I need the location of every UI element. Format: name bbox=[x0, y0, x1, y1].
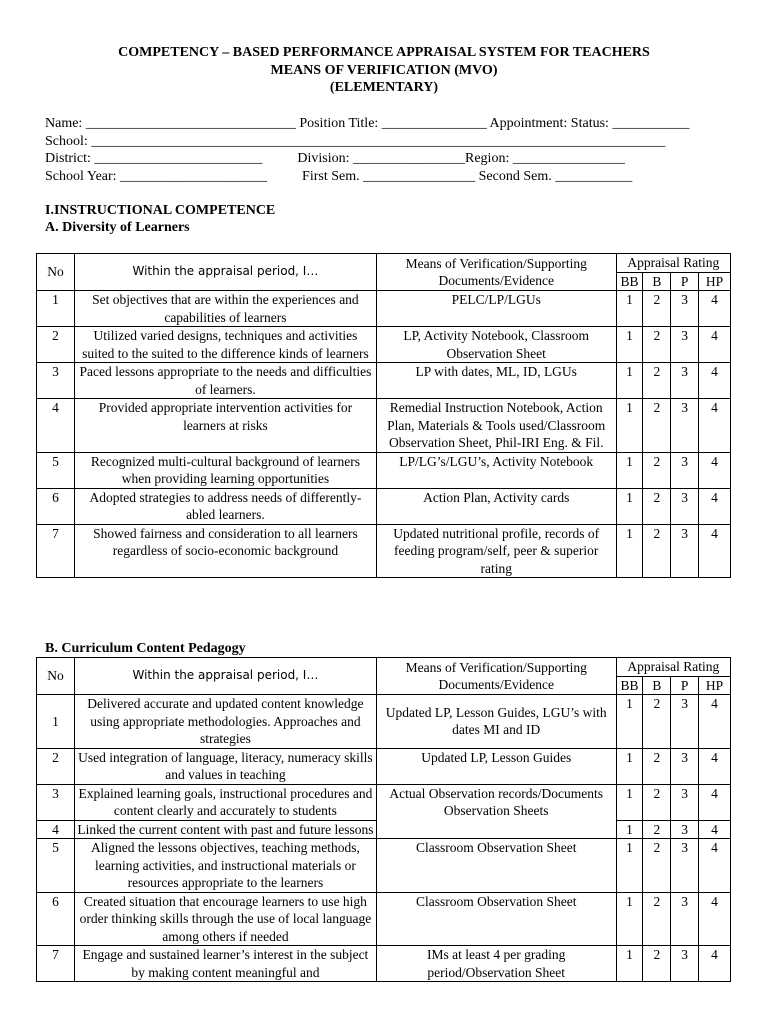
row-number: 1 bbox=[37, 695, 75, 749]
header-means: Means of Verification/Supporting Documents/Evidence bbox=[376, 254, 616, 291]
row-criterion: Set objectives that are within the experiences and capabilities of learners bbox=[75, 291, 377, 327]
rating-p: 3 bbox=[671, 784, 699, 820]
header-no: No bbox=[37, 254, 75, 291]
row-number: 2 bbox=[37, 748, 75, 784]
rating-b: 2 bbox=[643, 892, 671, 946]
rating-bb: 1 bbox=[616, 291, 643, 327]
document-title: COMPETENCY – BASED PERFORMANCE APPRAISAL SYSTEM FOR TEACHERS bbox=[118, 45, 650, 60]
rating-b: 2 bbox=[643, 695, 671, 749]
table-row bbox=[37, 695, 731, 749]
rating-b: 2 bbox=[643, 291, 671, 327]
row-number: 3 bbox=[37, 363, 75, 399]
info-line-school-year: School Year: _____________________ First Sem. ________________ Second Sem. ___________ bbox=[45, 168, 633, 184]
row-means-of-verification: Action Plan, Activity cards bbox=[376, 488, 616, 524]
rating-hp: 4 bbox=[699, 695, 731, 749]
rating-p: 3 bbox=[671, 488, 699, 524]
row-criterion: Engage and sustained learner’s interest in the subject by making content meaningful and bbox=[75, 946, 377, 982]
row-means-of-verification: Classroom Observation Sheet bbox=[376, 839, 616, 893]
rating-b: 2 bbox=[643, 784, 671, 820]
row-means-of-verification: Updated LP, Lesson Guides, LGU’s with dates MI and ID bbox=[376, 695, 616, 749]
row-number: 6 bbox=[37, 892, 75, 946]
rating-hp: 4 bbox=[699, 452, 731, 488]
table-row bbox=[37, 488, 731, 524]
rating-bb: 1 bbox=[616, 820, 643, 839]
rating-bb: 1 bbox=[616, 399, 643, 453]
rating-hp: 4 bbox=[699, 839, 731, 893]
row-number: 3 bbox=[37, 784, 75, 820]
table-row bbox=[37, 327, 731, 363]
table-row bbox=[37, 363, 731, 399]
document-subtitle: MEANS OF VERIFICATION (MVO) bbox=[270, 62, 498, 78]
rating-hp: 4 bbox=[699, 363, 731, 399]
rating-hp: 4 bbox=[699, 892, 731, 946]
rating-b: 2 bbox=[643, 488, 671, 524]
rating-bb: 1 bbox=[616, 748, 643, 784]
rating-bb: 1 bbox=[616, 946, 643, 982]
rating-b: 2 bbox=[643, 399, 671, 453]
header-within: Within the appraisal period, I… bbox=[75, 254, 377, 291]
section-heading-instructional: I.INSTRUCTIONAL COMPETENCE bbox=[45, 203, 276, 218]
row-means-of-verification: Remedial Instruction Notebook, Action Plan, Materials & Tools used/Classroom Observation Sheet, Phil-IRI Eng. & Fil. bbox=[376, 399, 616, 453]
rating-p: 3 bbox=[671, 946, 699, 982]
row-means-of-verification: Classroom Observation Sheet bbox=[376, 892, 616, 946]
rating-hp: 4 bbox=[699, 291, 731, 327]
row-criterion: Explained learning goals, instructional procedures and content clearly and accurately to students bbox=[75, 784, 377, 820]
rating-p: 3 bbox=[671, 291, 699, 327]
header-no: No bbox=[37, 658, 75, 695]
row-criterion: Utilized varied designs, techniques and activities suited to the suited to the difference kinds of learners bbox=[75, 327, 377, 363]
row-number: 5 bbox=[37, 452, 75, 488]
rating-p: 3 bbox=[671, 695, 699, 749]
rating-bb: 1 bbox=[616, 327, 643, 363]
row-means-of-verification: LP/LG’s/LGU’s, Activity Notebook bbox=[376, 452, 616, 488]
header-b: B bbox=[643, 272, 671, 291]
row-number: 1 bbox=[37, 291, 75, 327]
row-means-of-verification: PELC/LP/LGUs bbox=[376, 291, 616, 327]
row-number: 6 bbox=[37, 488, 75, 524]
rating-p: 3 bbox=[671, 363, 699, 399]
header-bb: BB bbox=[616, 272, 643, 291]
header-appraisal-rating: Appraisal Rating bbox=[616, 658, 730, 677]
rating-p: 3 bbox=[671, 327, 699, 363]
row-criterion: Provided appropriate intervention activities for learners at risks bbox=[75, 399, 377, 453]
rating-hp: 4 bbox=[699, 946, 731, 982]
header-means: Means of Verification/Supporting Documents/Evidence bbox=[376, 658, 616, 695]
section-heading-curriculum: B. Curriculum Content Pedagogy bbox=[45, 641, 246, 656]
row-criterion: Recognized multi-cultural background of learners when providing learning opportunities bbox=[75, 452, 377, 488]
rating-bb: 1 bbox=[616, 892, 643, 946]
row-criterion: Paced lessons appropriate to the needs and difficulties of learners. bbox=[75, 363, 377, 399]
rating-bb: 1 bbox=[616, 695, 643, 749]
row-means-of-verification: Updated nutritional profile, records of feeding program/self, peer & superior rating bbox=[376, 524, 616, 578]
section-subheading-diversity: A. Diversity of Learners bbox=[45, 220, 190, 235]
rating-hp: 4 bbox=[699, 820, 731, 839]
rating-bb: 1 bbox=[616, 839, 643, 893]
info-line-name: Name: ______________________________ Position Title: _______________ Appointment: Status: ___________ bbox=[45, 116, 690, 131]
row-means-of-verification: Actual Observation records/Documents Observation Sheets bbox=[376, 784, 616, 839]
rating-hp: 4 bbox=[699, 748, 731, 784]
rating-b: 2 bbox=[643, 524, 671, 578]
row-means-of-verification: IMs at least 4 per grading period/Observation Sheet bbox=[376, 946, 616, 982]
row-number: 7 bbox=[37, 524, 75, 578]
rating-p: 3 bbox=[671, 748, 699, 784]
rating-b: 2 bbox=[643, 327, 671, 363]
row-criterion: Aligned the lessons objectives, teaching methods, learning activities, and instructional materials or resources appropriate to the learners bbox=[75, 839, 377, 893]
table-row bbox=[37, 524, 731, 578]
header-appraisal-rating: Appraisal Rating bbox=[616, 254, 730, 273]
info-line-district: District: ________________________ Division: ________________Region: ________________ bbox=[45, 151, 625, 166]
header-p: P bbox=[671, 272, 699, 291]
row-criterion: Delivered accurate and updated content knowledge using appropriate methodologies. Approaches and strategies bbox=[75, 695, 377, 749]
rating-b: 2 bbox=[643, 946, 671, 982]
rating-b: 2 bbox=[643, 820, 671, 839]
table-row bbox=[37, 452, 731, 488]
row-criterion: Linked the current content with past and future lessons bbox=[75, 820, 377, 839]
rating-b: 2 bbox=[643, 839, 671, 893]
rating-b: 2 bbox=[643, 452, 671, 488]
row-criterion: Adopted strategies to address needs of differently-abled learners. bbox=[75, 488, 377, 524]
table-row bbox=[37, 839, 731, 893]
document-title-block bbox=[0, 44, 768, 97]
rating-bb: 1 bbox=[616, 488, 643, 524]
row-criterion: Showed fairness and consideration to all learners regardless of socio-economic background bbox=[75, 524, 377, 578]
teacher-info-block bbox=[45, 115, 735, 185]
info-line-school: School: __________________________________________________________________________________ bbox=[45, 133, 666, 149]
row-means-of-verification: LP, Activity Notebook, Classroom Observation Sheet bbox=[376, 327, 616, 363]
rating-bb: 1 bbox=[616, 363, 643, 399]
rating-p: 3 bbox=[671, 524, 699, 578]
rating-p: 3 bbox=[671, 892, 699, 946]
header-hp: HP bbox=[699, 272, 731, 291]
rating-bb: 1 bbox=[616, 452, 643, 488]
table-row bbox=[37, 291, 731, 327]
curriculum-content-table bbox=[36, 657, 731, 982]
document-level: (ELEMENTARY) bbox=[329, 80, 439, 95]
row-number: 4 bbox=[37, 820, 75, 839]
header-b: B bbox=[643, 676, 671, 695]
row-means-of-verification: LP with dates, ML, ID, LGUs bbox=[376, 363, 616, 399]
diversity-of-learners-table bbox=[36, 253, 731, 578]
row-criterion: Used integration of language, literacy, numeracy skills and values in teaching bbox=[75, 748, 377, 784]
rating-hp: 4 bbox=[699, 524, 731, 578]
table-row bbox=[37, 399, 731, 453]
row-number: 5 bbox=[37, 839, 75, 893]
rating-hp: 4 bbox=[699, 488, 731, 524]
table-row bbox=[37, 748, 731, 784]
table-row bbox=[37, 892, 731, 946]
rating-b: 2 bbox=[643, 748, 671, 784]
rating-p: 3 bbox=[671, 399, 699, 453]
rating-bb: 1 bbox=[616, 784, 643, 820]
header-within: Within the appraisal period, I… bbox=[75, 658, 377, 695]
rating-p: 3 bbox=[671, 820, 699, 839]
header-bb: BB bbox=[616, 676, 643, 695]
rating-p: 3 bbox=[671, 839, 699, 893]
header-hp: HP bbox=[699, 676, 731, 695]
row-number: 7 bbox=[37, 946, 75, 982]
row-criterion: Created situation that encourage learners to use high order thinking skills through the use of local language among others if needed bbox=[75, 892, 377, 946]
row-means-of-verification: Updated LP, Lesson Guides bbox=[376, 748, 616, 784]
table-row bbox=[37, 946, 731, 982]
rating-hp: 4 bbox=[699, 784, 731, 820]
row-number: 4 bbox=[37, 399, 75, 453]
rating-hp: 4 bbox=[699, 327, 731, 363]
rating-bb: 1 bbox=[616, 524, 643, 578]
rating-hp: 4 bbox=[699, 399, 731, 453]
table-row bbox=[37, 784, 731, 820]
rating-p: 3 bbox=[671, 452, 699, 488]
rating-b: 2 bbox=[643, 363, 671, 399]
header-p: P bbox=[671, 676, 699, 695]
row-number: 2 bbox=[37, 327, 75, 363]
